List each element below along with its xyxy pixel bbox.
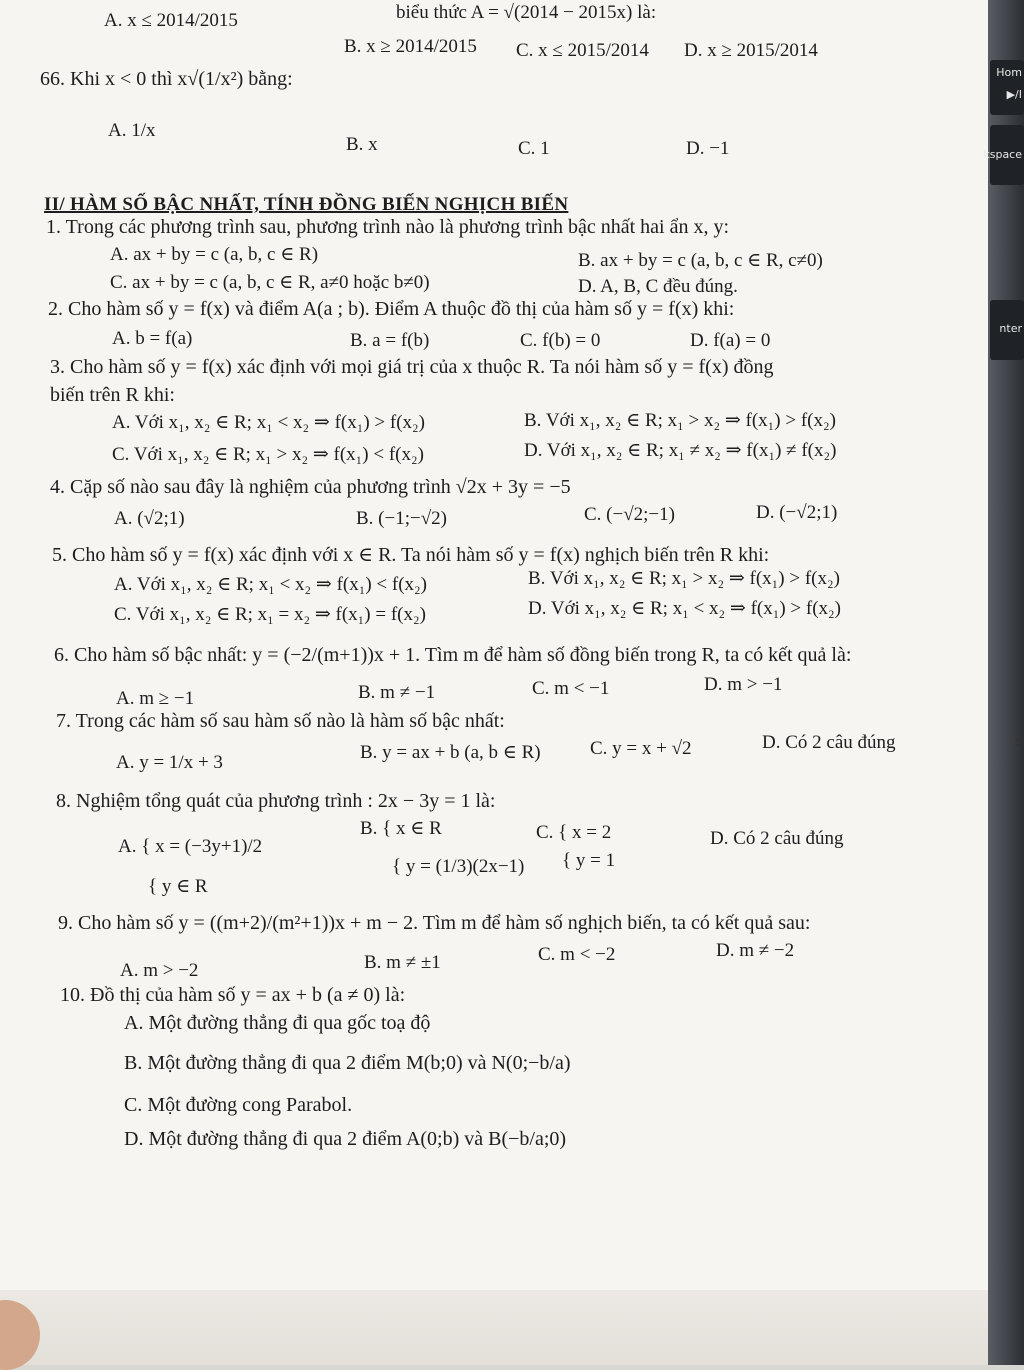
q9-option-b: B. m ≠ ±1 — [364, 952, 441, 973]
enter-key-label: nter — [999, 322, 1022, 335]
q8-option-b-line2: { y = (1/3)(2x−1) — [392, 856, 525, 877]
q5-option-b: B. Với x₁, x₂ ∈ R; x₁ > x₂ ⇒ f(x₁) > f(x₂) — [528, 568, 840, 589]
q4-option-b: B. (−1;−√2) — [356, 508, 447, 529]
q3-option-a: A. Với x₁, x₂ ∈ R; x₁ < x₂ ⇒ f(x₁) > f(x₂) — [112, 412, 425, 433]
q1-option-c: C. ax + by = c (a, b, c ∈ R, a≠0 hoặc b≠0) — [110, 272, 430, 293]
section-title: II/ HÀM SỐ BẬC NHẤT, TÍNH ĐỒNG BIẾN NGHỊCH BIẾN — [44, 194, 569, 215]
q9-option-c: C. m < −2 — [538, 944, 616, 965]
q66-option-d: D. −1 — [686, 138, 730, 159]
q3-option-d: D. Với x₁, x₂ ∈ R; x₁ ≠ x₂ ⇒ f(x₁) ≠ f(x₂) — [524, 440, 837, 461]
q3-option-c: C. Với x₁, x₂ ∈ R; x₁ > x₂ ⇒ f(x₁) < f(x₂) — [112, 444, 424, 465]
q2-option-a: A. b = f(a) — [112, 328, 193, 349]
q2-option-d: D. f(a) = 0 — [690, 330, 771, 351]
backspace-key-label: kspace — [983, 148, 1022, 161]
q1-option-d: D. A, B, C đều đúng. — [578, 276, 738, 297]
q9-stem: 9. Cho hàm số y = ((m+2)/(m²+1))x + m − 2. Tìm m để hàm số nghịch biến, ta có kết quả sau: — [58, 912, 811, 934]
q8-option-a-line1: A. { x = (−3y+1)/2 — [118, 836, 263, 857]
q65-option-d: D. x ≥ 2015/2014 — [684, 40, 818, 61]
q10-option-a: A. Một đường thẳng đi qua gốc toạ độ — [124, 1012, 431, 1034]
q2-stem: 2. Cho hàm số y = f(x) và điểm A(a ; b). Điểm A thuộc đồ thị của hàm số y = f(x) khi: — [48, 298, 735, 320]
q8-option-c-line2: { y = 1 — [562, 850, 616, 871]
partial-formula: biểu thức A = √(2014 − 2015x) là: — [396, 2, 657, 23]
q65-option-a: A. x ≤ 2014/2015 — [104, 10, 238, 31]
q8-stem: 8. Nghiệm tổng quát của phương trình : 2x − 3y = 1 là: — [56, 790, 496, 812]
q6-option-b: B. m ≠ −1 — [358, 682, 436, 703]
q6-option-a: A. m ≥ −1 — [116, 688, 195, 709]
q4-stem: 4. Cặp số nào sau đây là nghiệm của phương trình √2x + 3y = −5 — [50, 476, 571, 498]
q6-option-d: D. m > −1 — [704, 674, 783, 695]
q4-option-d: D. (−√2;1) — [756, 502, 838, 523]
q8-option-b-line1: B. { x ∈ R — [360, 818, 442, 839]
q8-option-a-line2: { y ∈ R — [148, 876, 208, 897]
q1-option-b: B. ax + by = c (a, b, c ∈ R, c≠0) — [578, 250, 823, 271]
q66-option-b: B. x — [346, 134, 378, 155]
q66-option-c: C. 1 — [518, 138, 550, 159]
q10-option-d: D. Một đường thẳng đi qua 2 điểm A(0;b) và B(−b/a;0) — [124, 1128, 567, 1150]
q6-stem: 6. Cho hàm số bậc nhất: y = (−2/(m+1))x + 1. Tìm m để hàm số đồng biến trong R, ta có kết quả là: — [54, 644, 852, 666]
q65-option-c: C. x ≤ 2015/2014 — [516, 40, 649, 61]
q8-option-c-line1: C. { x = 2 — [536, 822, 612, 843]
home-key-label: Hom — [996, 66, 1022, 79]
q7-stem: 7. Trong các hàm số sau hàm số nào là hàm số bậc nhất: — [56, 710, 505, 732]
q7-option-a: A. y = 1/x + 3 — [116, 752, 223, 773]
q10-stem: 10. Đồ thị của hàm số y = ax + b (a ≠ 0) là: — [60, 984, 406, 1006]
q66-stem: 66. Khi x < 0 thì x√(1/x²) bằng: — [40, 68, 293, 90]
q7-option-d: D. Có 2 câu đúng — [762, 732, 896, 753]
q10-option-b: B. Một đường thẳng đi qua 2 điểm M(b;0) và N(0;−b/a) — [124, 1052, 571, 1074]
play-key-label: ▶/I — [1006, 88, 1022, 101]
q2-option-b: B. a = f(b) — [350, 330, 430, 351]
q3-option-b: B. Với x₁, x₂ ∈ R; x₁ > x₂ ⇒ f(x₁) > f(x₂) — [524, 410, 836, 431]
q7-option-b: B. y = ax + b (a, b ∈ R) — [360, 742, 541, 763]
q3-stem-line2: biến trên R khi: — [50, 384, 175, 406]
q1-option-a: A. ax + by = c (a, b, c ∈ R) — [110, 244, 319, 265]
q9-option-d: D. m ≠ −2 — [716, 940, 795, 961]
q5-stem: 5. Cho hàm số y = f(x) xác định với x ∈ R. Ta nói hàm số y = f(x) nghịch biến trên R khi: — [52, 544, 770, 566]
q8-option-d: D. Có 2 câu đúng — [710, 828, 844, 849]
page-bottom-area — [0, 1290, 1024, 1365]
q1-stem: 1. Trong các phương trình sau, phương trình nào là phương trình bậc nhất hai ẩn x, y: — [46, 216, 730, 238]
q65-option-b: B. x ≥ 2014/2015 — [344, 36, 477, 57]
keyboard-edge — [988, 0, 1024, 1365]
q9-option-a: A. m > −2 — [120, 960, 199, 981]
q5-option-c: C. Với x₁, x₂ ∈ R; x₁ = x₂ ⇒ f(x₁) = f(x₂) — [114, 604, 426, 625]
q5-option-d: D. Với x₁, x₂ ∈ R; x₁ < x₂ ⇒ f(x₁) > f(x₂) — [528, 598, 841, 619]
q66-option-a: A. 1/x — [108, 120, 156, 141]
q10-option-c: C. Một đường cong Parabol. — [124, 1094, 353, 1116]
q2-option-c: C. f(b) = 0 — [520, 330, 601, 351]
q7-option-c: C. y = x + √2 — [590, 738, 692, 759]
q6-option-c: C. m < −1 — [532, 678, 610, 699]
q5-option-a: A. Với x₁, x₂ ∈ R; x₁ < x₂ ⇒ f(x₁) < f(x₂) — [114, 574, 427, 595]
q4-option-a: A. (√2;1) — [114, 508, 185, 529]
q3-stem-line1: 3. Cho hàm số y = f(x) xác định với mọi giá trị của x thuộc R. Ta nói hàm số y = f(x) đồng — [50, 356, 774, 378]
q4-option-c: C. (−√2;−1) — [584, 504, 675, 525]
s-key-label: S — [1015, 735, 1022, 748]
